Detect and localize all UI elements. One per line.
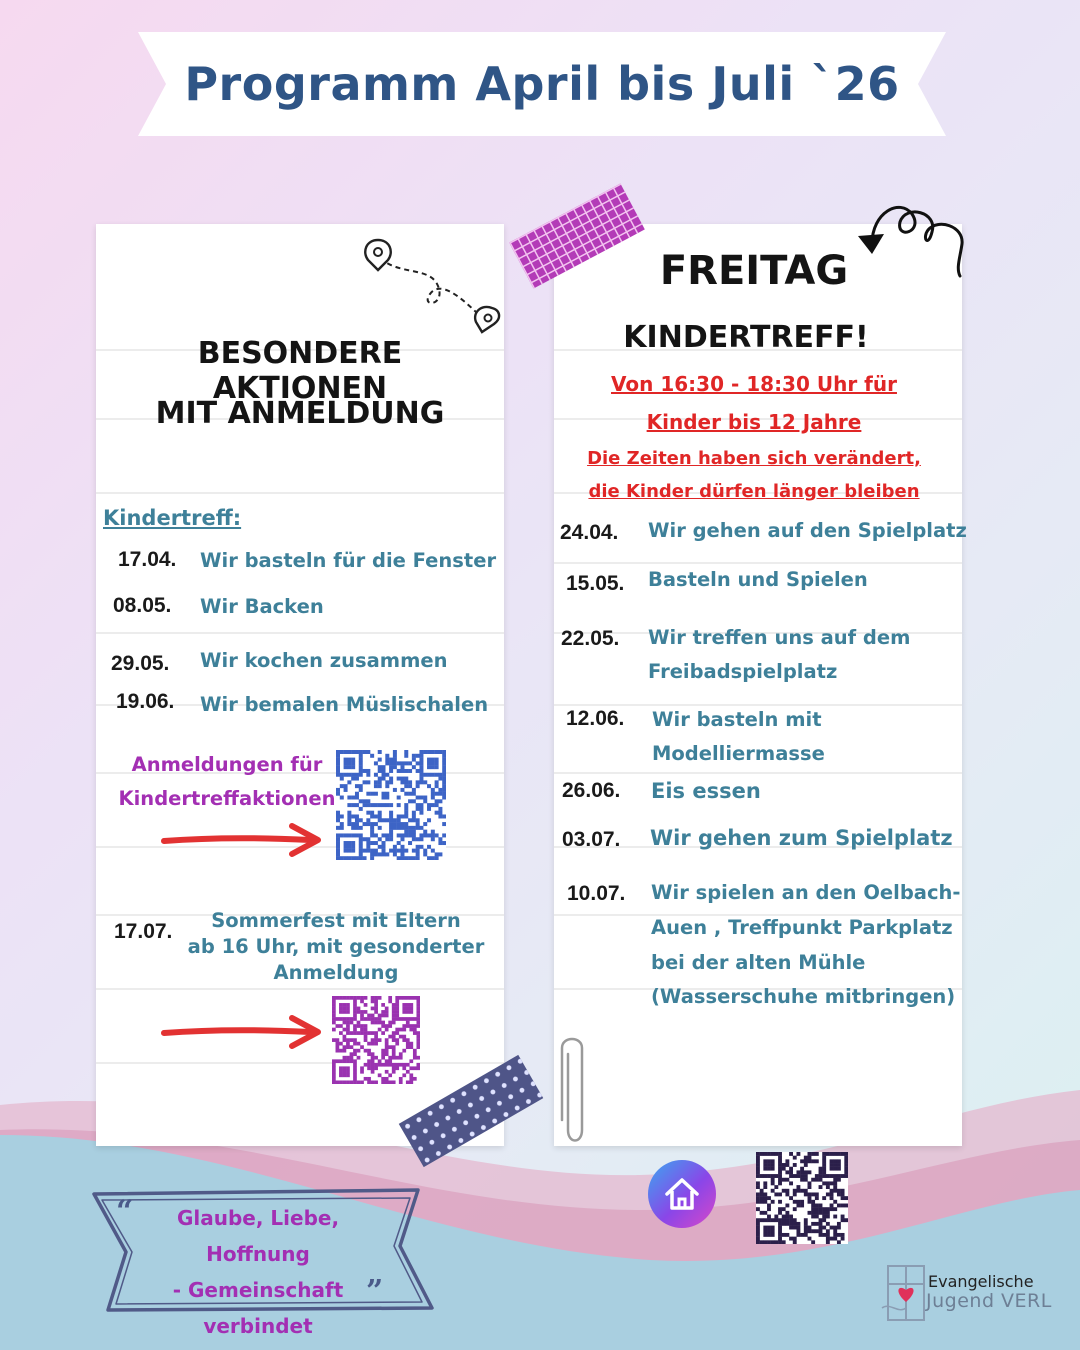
home-button[interactable]	[648, 1160, 716, 1228]
list-item	[554, 876, 962, 1012]
quote-line2: - Gemeinschaft	[172, 1278, 344, 1302]
quote-line1: Glaube, Liebe, Hoffnung	[176, 1206, 340, 1266]
event-text-line1: Wir treffen uns auf dem	[648, 626, 911, 649]
list-item	[554, 703, 962, 771]
right-heading-line2: KINDERTREFF!	[623, 320, 869, 355]
event-text-line2: Freibadspielplatz	[648, 660, 838, 683]
list-item	[554, 821, 962, 855]
summer-line2: ab 16 Uhr, mit gesonderter	[187, 935, 485, 958]
list-item	[554, 563, 962, 597]
quote-close-mark: ”	[366, 1274, 384, 1309]
registration-label-line1: Anmeldungen für	[131, 753, 323, 776]
left-heading-line1: BESONDERE AKTIONEN	[197, 336, 403, 406]
friday-kindertreff-card	[554, 224, 967, 1146]
notice-line3: Die Zeiten haben sich verändert,	[587, 448, 921, 469]
event-text-line2: Auen , Treffpunkt Parkplatz	[651, 916, 953, 939]
list-item	[96, 686, 504, 720]
list-item	[96, 642, 504, 676]
left-heading-line2: MIT ANMELDUNG	[155, 396, 445, 431]
curly-arrow-icon	[852, 192, 972, 282]
list-item	[554, 621, 962, 689]
event-text: Wir bemalen Müslischalen	[200, 693, 489, 716]
event-text: Eis essen	[651, 779, 761, 803]
quote-line3: verbindet	[203, 1314, 313, 1338]
arrow-right-icon	[160, 1014, 324, 1050]
event-text: Wir kochen zusammen	[200, 649, 448, 672]
qr-code-summer-festival[interactable]	[332, 996, 420, 1084]
registration-label-line2: Kindertreffaktionen	[118, 787, 336, 810]
event-date: 29.05.	[111, 652, 170, 675]
event-text-line4: (Wasserschuhe mitbringen)	[651, 985, 956, 1008]
list-item	[96, 588, 504, 622]
quote-text	[128, 1200, 388, 1344]
qr-code-website[interactable]	[756, 1152, 848, 1244]
event-text-line2: Modelliermasse	[652, 742, 825, 765]
event-text: Basteln und Spielen	[648, 568, 868, 591]
event-text-line1: Wir basteln mit	[652, 708, 822, 731]
organization-logo-icon	[880, 1262, 932, 1324]
event-date: 26.06.	[562, 779, 621, 802]
event-text: Wir gehen zum Spielplatz	[650, 826, 953, 850]
event-date: 10.07.	[567, 882, 626, 905]
event-date: 17.04.	[118, 548, 177, 571]
event-date: 08.05.	[113, 594, 172, 617]
page-title: Programm April bis Juli `26	[184, 57, 900, 111]
qr-code-kindertreff[interactable]	[336, 750, 446, 860]
notice-line1: Von 16:30 - 18:30 Uhr für	[611, 372, 897, 396]
event-date: 24.04.	[560, 521, 619, 544]
quote-open-mark: “	[116, 1194, 134, 1229]
home-icon	[663, 1176, 701, 1212]
special-events-card	[96, 224, 504, 1146]
event-text: Wir Backen	[200, 595, 324, 618]
logo-text-line2: Jugend VERL	[926, 1290, 1052, 1312]
arrow-right-icon	[160, 822, 324, 858]
section-label-kindertreff: Kindertreff:	[103, 506, 242, 530]
notice-line2: Kinder bis 12 Jahre	[646, 410, 862, 434]
list-item	[96, 542, 504, 576]
event-date: 12.06.	[566, 707, 625, 730]
logo-text-line1: Evangelische	[928, 1272, 1034, 1291]
list-item	[554, 514, 967, 548]
list-item	[554, 774, 962, 808]
summer-line3: Anmeldung	[273, 961, 399, 984]
event-date: 22.05.	[561, 627, 620, 650]
event-text-line1: Wir spielen an den Oelbach-	[651, 881, 961, 904]
event-date: 15.05.	[566, 572, 625, 595]
paperclip-icon	[556, 1034, 588, 1150]
event-text: Wir gehen auf den Spielplatz	[648, 519, 967, 542]
event-date: 17.07.	[114, 920, 173, 943]
summer-line1: Sommerfest mit Eltern	[211, 909, 461, 932]
right-heading-line1: FREITAG	[659, 248, 849, 294]
event-text: Wir basteln für die Fenster	[200, 549, 497, 572]
route-pin-icon	[360, 236, 510, 336]
event-date: 19.06.	[116, 690, 175, 713]
summer-festival-text	[176, 908, 496, 986]
event-date: 03.07.	[562, 828, 621, 851]
event-text-line3: bei der alten Mühle	[651, 951, 866, 974]
notice-line4: die Kinder dürfen länger bleiben	[588, 481, 920, 502]
